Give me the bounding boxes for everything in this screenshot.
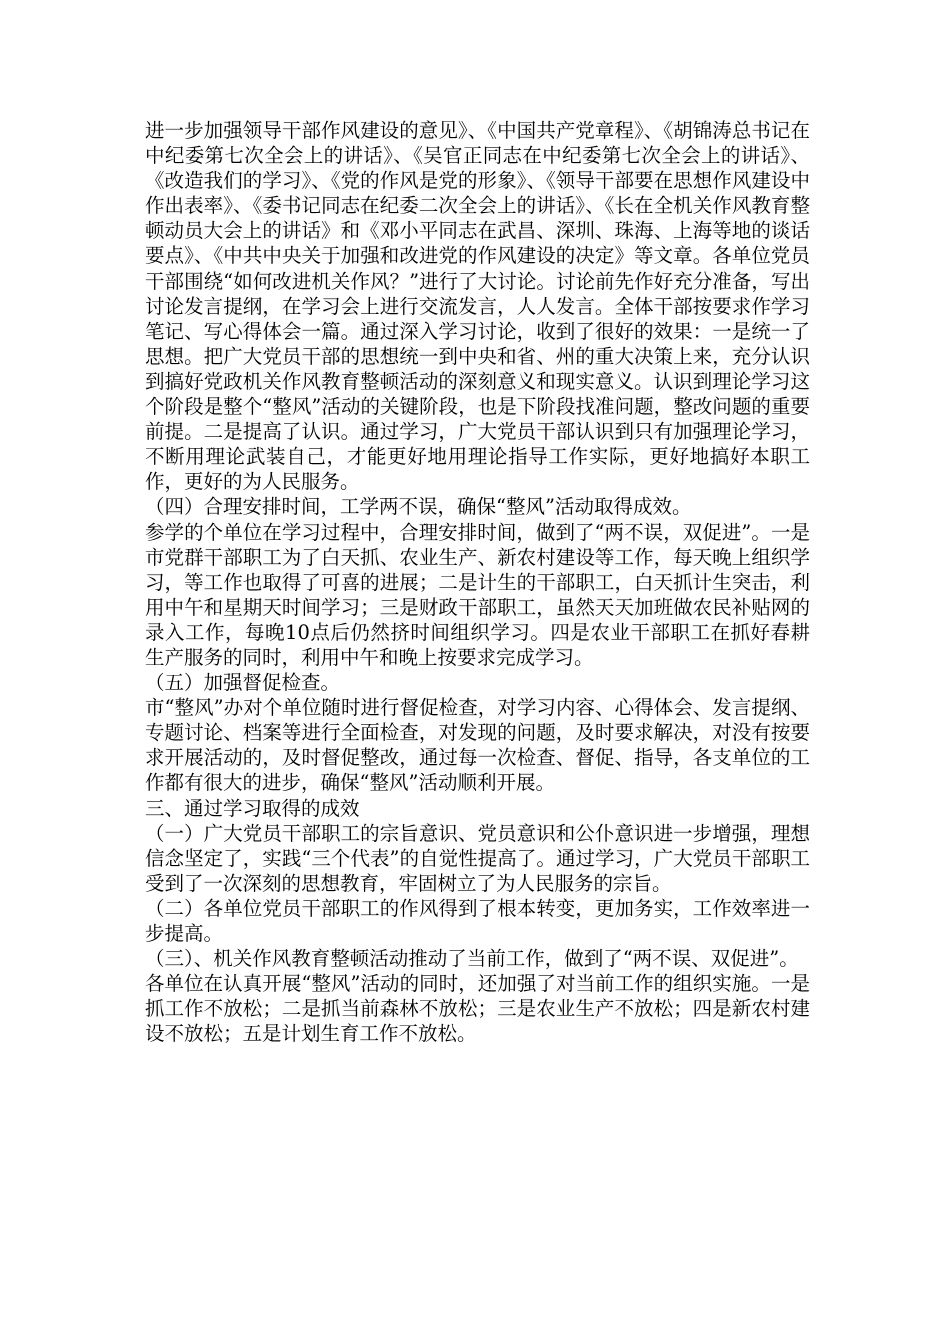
section-heading-5: （五）加强督促检查。 [145,671,341,695]
paragraph-supervision: 市“整风”办对个单位随时进行督促检查，对学习内容、心得体会、发言提纲、专题讨论、档案等进行全面检查，对发现的问题，及时要求解决，对没有按要求开展活动的，及时督促整改，通过每一次检查、督促、指导，各支单位的工作都有很大的进步，确保“整风”活动顺利开展。 [145,696,810,795]
paragraph-result-1: （一）广大党员干部职工的宗旨意识、党员意识和公仆意识进一步增强，理想信念坚定了，实践“三个代表”的自觉性提高了。通过学习，广大党员干部职工受到了一次深刻的思想教育，牢固树立了为人民服务的宗旨。 [145,821,810,895]
paragraph-current-work: 各单位在认真开展“整风”活动的同时，还加强了对当前工作的组织实施。一是抓工作不放松；二是抓当前森林不放松；三是农业生产不放松；四是新农村建设不放松；五是计划生育工作不放松。 [145,972,810,1046]
section-heading-results: 三、通过学习取得的成效 [145,796,360,820]
paragraph-time-arrangement: 参学的个单位在学习过程中，合理安排时间，做到了“两不误，双促进”。一是市党群干部职工为了白天抓、农业生产、新农村建设等工作，每天晚上组织学习，等工作也取得了可喜的进展；二是计生的干部职工，白天抓计生突击，利用中午和星期天时间学习；三是财政干部职工，虽然天天加班做农民补贴网的录入工作，每晚10点后仍然挤时间组织学习。四是农业干部职工在抓好春耕生产服务的同时，利用中午和晚上按要求完成学习。 [145,520,810,669]
paragraph-result-3: （三）、机关作风教育整顿活动推动了当前工作，做到了“两不误、双促进”。 [145,947,799,971]
document-body [145,118,810,1046]
paragraph-result-2: （二）各单位党员干部职工的作风得到了根本转变，更加务实，工作效率进一步提高。 [145,896,810,945]
section-heading-4: （四）合理安排时间，工学两不误，确保“整风”活动取得成效。 [145,495,692,519]
paragraph-study-summary: 进一步加强领导干部作风建设的意见》、《中国共产党章程》、《胡锦涛总书记在中纪委第七次全会上的讲话》、《吴官正同志在中纪委第七次全会上的讲话》、《改造我们的学习》、《党的作风是党的形象》、《领导干部要在思想作风建设中作出表率》、《委书记同志在纪委二次全会上的讲话》、《长在全机关作风教育整顿动员大会上的讲话》和《邓小平同志在武昌、深圳、珠海、上海等地的谈话要点》、《中共中央关于加强和改进党的作风建设的决定》等文章。各单位党员干部围绕“如何改进机关作风？”进行了大讨论。讨论前先作好充分准备，写出讨论发言提纲，在学习会上进行交流发言，人人发言。全体干部按要求作学习笔记、写心得体会一篇。通过深入学习讨论，收到了很好的效果：一是统一了思想。把广大党员干部的思想统一到中央和省、州的重大决策上来，充分认识到搞好党政机关作风教育整顿活动的深刻意义和现实意义。认识到理论学习这个阶段是整个“整风”活动的关键阶段，也是下阶段找准问题，整改问题的重要前提。二是提高了认识。通过学习，广大党员干部认识到只有加强理论学习，不断用理论武装自己，才能更好地用理论指导工作实际，更好地搞好本职工作，更好的为人民服务。 [145,119,810,494]
